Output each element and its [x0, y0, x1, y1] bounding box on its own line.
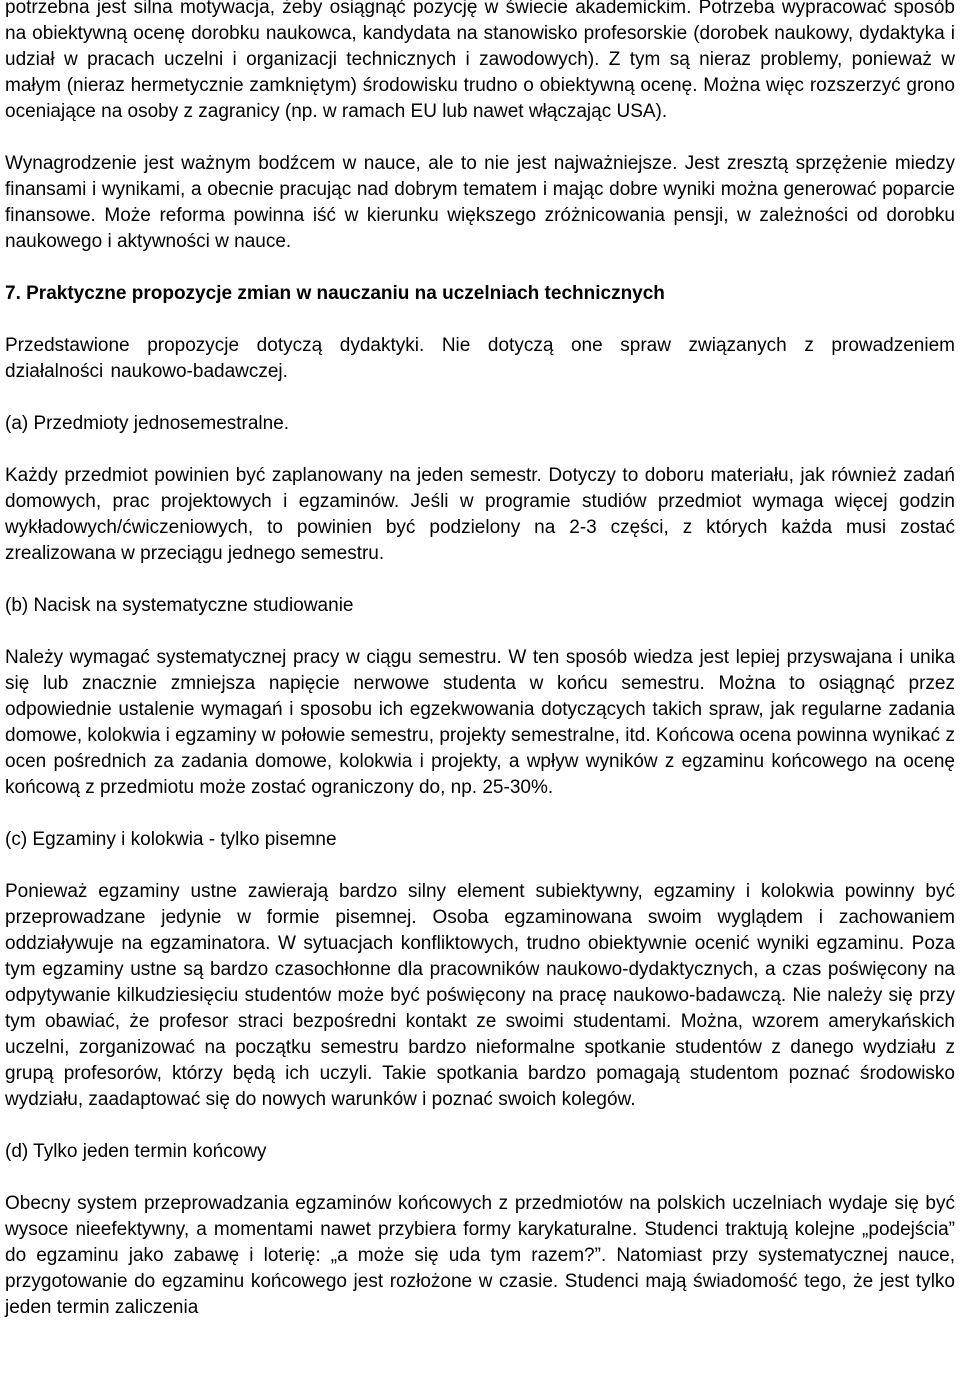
- paragraph-single-term: Obecny system przeprowadzania egzaminów końcowych z przedmiotów na polskich uczelniach wydaje się być wysoce nieefektywny, a momentami nawet przybiera formy karykaturalne. Studenci traktują kolejne „podejścia” do egzaminu jako zabawę i loterię: „a może się uda tym razem?”. Natomiast przy systematycznej nauce, przygotowanie do egzaminu końcowego jest rozłożone w czasie. Studenci mają świadomość tego, że jest tylko jeden termin zaliczenia: [5, 1193, 955, 1318]
- paragraph-systematic-study: Należy wymagać systematycznej pracy w ciągu semestru. W ten sposób wiedza jest lepiej przyswajana i unika się lub znacznie zmniejsza napięcie nerwowe studenta w końcu semestru. Można to osiągnąć przez odpowiednie ustalenie wymagań i sposobu ich egzekwowania dotyczących takich spraw, jak regularne zadania domowe, kolokwia i egzaminy w połowie semestru, projekty semestralne, itd. Końcowa ocena powinna wynikać z ocen pośrednich za zadania domowe, kolokwia i projekty, a wpływ wyników z egzaminu końcowego na ocenę końcową z przedmiotu może zostać ograniczony do, np. 25-30%.: [5, 647, 955, 798]
- paragraph-academic-position: potrzebna jest silna motywacja, żeby osiągnąć pozycję w świecie akademickim. Potrzeba wypracować sposób na obiektywną ocenę dorobku naukowca, kandydata na stanowisko profesorskie (dorobek naukowy, dydaktyka i udział w pracach uczelni i organizacji technicznych i zawodowych). Z tym są nieraz problemy, ponieważ w małym (nieraz hermetycznie zamkniętym) środowisku trudno o obiektywną ocenę. Można więc rozszerzyć grono oceniające na osoby z zagranicy (np. w ramach EU lub nawet włączając USA).: [5, 0, 955, 122]
- subheading-c: (c) Egzaminy i kolokwia - tylko pisemne: [5, 829, 337, 850]
- paragraph-one-semester: Każdy przedmiot powinien być zaplanowany na jeden semestr. Dotyczy to doboru materiału, jak również zadań domowych, prac projektowych i egzaminów. Jeśli w programie studiów przedmiot wymaga więcej godzin wykładowych/ćwiczeniowych, to powinien być podzielony na 2-3 części, z których każda musi zostać zrealizowana w przeciągu jednego semestru.: [5, 465, 955, 564]
- paragraph-salary: Wynagrodzenie jest ważnym bodźcem w nauce, ale to nie jest najważniejsze. Jest zresztą sprzężenie miedzy finansami i wynikami, a obecnie pracując nad dobrym tematem i mając dobre wyniki można generować poparcie finansowe. Może reforma powinna iść w kierunku większego zróżnicowania pensji, w zależności od dorobku naukowego i aktywności w nauce.: [5, 153, 955, 252]
- paragraph-written-exams: Ponieważ egzaminy ustne zawierają bardzo silny element subiektywny, egzaminy i kolokwia powinny być przeprowadzane jedynie w formie pisemnej. Osoba egzaminowana swoim wyglądem i zachowaniem oddziaływuje na egzaminatora. W sytuacjach konfliktowych, trudno obiektywnie ocenić wyniki egzaminu. Poza tym egzaminy ustne są bardzo czasochłonne dla pracowników naukowo-dydaktycznych, a czas poświęcony na odpytywanie kilkudziesięciu studentów może być poświęcony na pracę naukowo-badawczą. Nie należy się przy tym obawiać, że profesor straci bezpośredni kontakt ze swoimi studentami. Można, wzorem amerykańskich uczelni, zorganizować na początku semestru bardzo nieformalne spotkanie studentów z danego wydziału z grupą profesorów, którzy będą ich uczyli. Takie spotkania bardzo pomagają studentom poznać środowisko wydziału, zaadaptować się do nowych warunków i poznać swoich kolegów.: [5, 881, 955, 1110]
- section-heading-7: 7. Praktyczne propozycje zmian w nauczaniu na uczelniach technicznych: [5, 283, 665, 304]
- paragraph-proposals-intro: Przedstawione propozycje dotyczą dydaktyki. Nie dotyczą one spraw związanych z prowadzeniem działalności naukowo-badawczej.: [5, 335, 955, 382]
- subheading-d: (d) Tylko jeden termin końcowy: [5, 1141, 267, 1162]
- subheading-a: (a) Przedmioty jednosemestralne.: [5, 413, 290, 434]
- subheading-b: (b) Nacisk na systematyczne studiowanie: [5, 595, 354, 616]
